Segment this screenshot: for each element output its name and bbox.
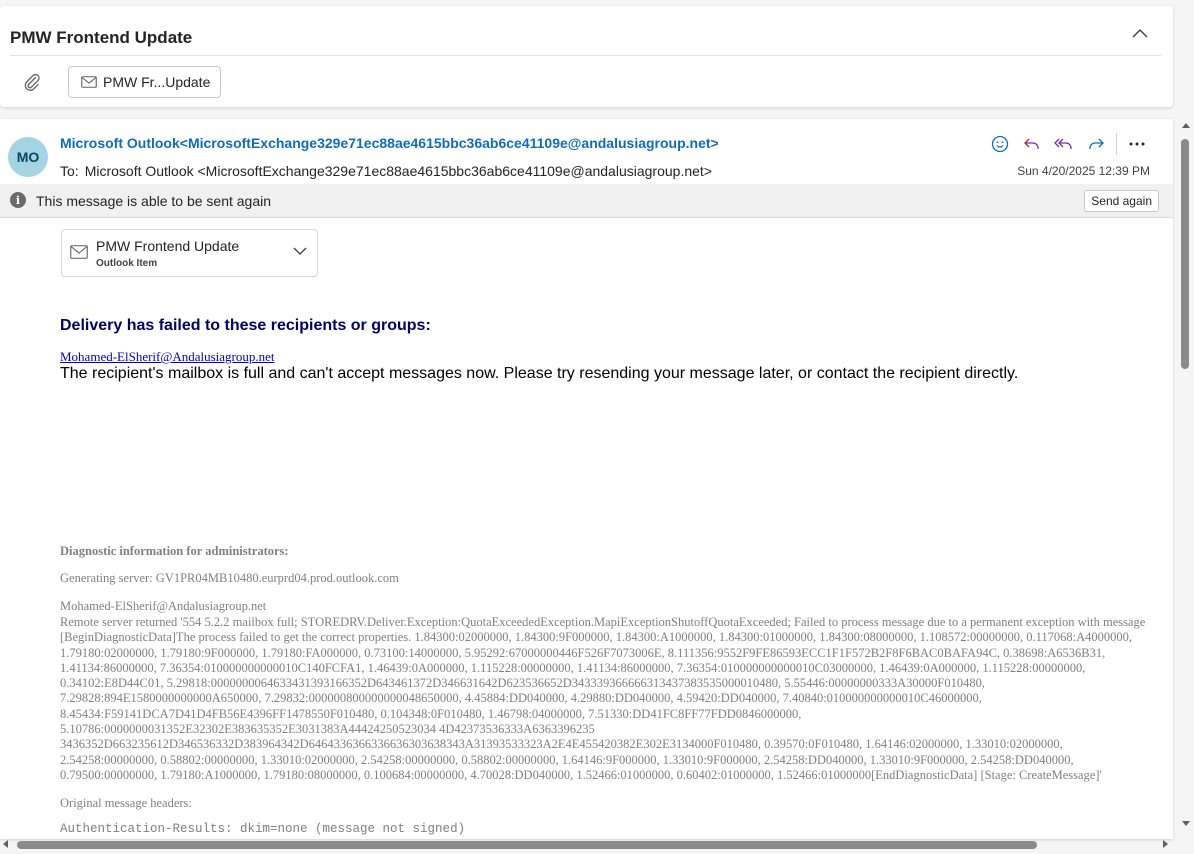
original-headers-label: Original message headers:	[60, 796, 192, 810]
authentication-results: Authentication-Results: dkim=none (message not signed)	[60, 822, 466, 836]
failure-reason: The recipient's mailbox is full and can't accept messages now. Please try resending your message later, or contact the recipient directly.	[60, 365, 1019, 382]
attachment-chip[interactable]	[68, 66, 221, 98]
vertical-scrollbar[interactable]	[1177, 119, 1194, 835]
send-again-button[interactable]: Send again	[1084, 190, 1159, 212]
to-line	[60, 163, 712, 179]
info-text: This message is able to be sent again	[36, 193, 272, 209]
sender-name[interactable]: Microsoft Outlook<MicrosoftExchange329e71ec88ae4615bbc36ab6ce41109e@andalusiagroup.net>	[60, 135, 719, 151]
message-actions	[984, 133, 1153, 155]
smiley-icon	[991, 135, 1009, 153]
scroll-right-icon[interactable]	[1163, 840, 1168, 848]
more-actions-button[interactable]	[1121, 133, 1153, 155]
attached-item-title: PMW Frontend Update	[96, 238, 240, 254]
attachment-chip-label: PMW Fr...Update	[103, 74, 211, 90]
reply-icon	[1023, 137, 1041, 151]
chevron-up-icon	[1132, 28, 1148, 38]
generating-server: Generating server: GV1PR04MB10480.eurprd04.prod.outlook.com	[60, 571, 399, 585]
subject-card	[0, 6, 1173, 107]
forward-icon	[1087, 137, 1105, 151]
delivery-failed-heading: Delivery has failed to these recipients or groups:	[60, 317, 431, 334]
more-icon	[1129, 142, 1145, 146]
reply-all-icon	[1054, 137, 1074, 151]
divider	[10, 55, 1161, 56]
failed-recipient-link[interactable]: Mohamed-ElSherif@Andalusiagroup.net	[60, 349, 275, 364]
diagnostic-recipient: Mohamed-ElSherif@Andalusiagroup.net	[60, 599, 267, 613]
vertical-scroll-thumb[interactable]	[1181, 139, 1189, 369]
horizontal-scroll-thumb[interactable]	[17, 841, 1037, 849]
reply-button[interactable]	[1016, 133, 1048, 155]
attached-outlook-item[interactable]	[61, 229, 318, 277]
info-bar	[0, 184, 1173, 218]
scroll-left-icon[interactable]	[3, 840, 8, 848]
to-label: To:	[60, 163, 79, 179]
attached-item-subtitle: Outlook Item	[96, 258, 158, 269]
message-subject: PMW Frontend Update	[10, 28, 193, 47]
reply-all-button[interactable]	[1048, 133, 1080, 155]
remote-server-response: Remote server returned '554 5.2.2 mailbox full; STOREDRV.Deliver.Exception:QuotaExceededException.MapiExceptionShutoffQuotaExceeded; Failed to process message due to a permanent exception with message [BeginDiagnosticData]The process failed to get the correct properties. 1.84300:02000000, 1.84300:9F000000, 1.84300:A1000000, 1.84300:01000000, 1.84300:08000000, 1.108572:00000000, 0.117068:A4000000, 1.79180:02000000, 1.79180:9F000000, 1.79180:FA000000, 0.73100:14000000, 5.95292:67000000446F526F7073006E, 8.111356:9552F9FE86593ECC1F1F572B2F8F6BAC0BAFA94C, 0.38698:A6536B31, 1.41134:86000000, 7.36354:010000000000010C140FCFA1, 1.46439:0A000000, 1.115228:00000000, 1.41134:86000000, 7.36354:010000000000010C03000000, 1.46439:0A000000, 1.115228:00000000, 0.34102:E8D44C01, 5.29818:0000000064633431393166352D643461372D346631642D623536652D343339366666313437383535000010480, 5.55446:00000000333A30000F010480, 7.29828:894E1580000000000A650000, 7.29832:000000800000000048650000, 4.45884:DD040000, 4.29880:DD040000, 4.59420:DD040000, 7.40840:010000000000010C46000000, 8.45434:F59141DCA7D41D4FB56E4396FF1478550F010480, 0.104348:0F010480, 1.46798:04000000, 7.51330:DD41FC8FF77FDD0846000000, 5.10786:0000000031352E32302E383635352E3031383A44424250523034 4D42373536333A6363396235 3436352D663235612D346536332D383964342D6464336366336636303638343A31393533323A2E4E455420382E302E3134000F010480, 0.39570:0F010480, 1.64146:02000000, 1.33010:02000000, 2.54258:00000000, 0.58802:00000000, 1.33010:02000000, 2.54258:00000000, 0.58802:00000000, 1.64146:9F000000, 1.33010:9F000000, 2.54258:DD040000, 1.33010:9F000000, 2.54258:DD040000, 0.79500:00000000, 1.79180:A1000000, 1.79180:08000000, 0.100684:00000000, 4.70028:DD040000, 1.52466:01000000, 0.60402:01000000, 1.52466:01000000[EndDiagnosticData] [Stage: CreateMessage]'	[60, 615, 1146, 782]
avatar[interactable]: MO	[8, 137, 48, 177]
scroll-down-icon[interactable]	[1182, 821, 1190, 826]
message-card	[0, 119, 1173, 839]
message-date: Sun 4/20/2025 12:39 PM	[1017, 164, 1150, 178]
actions-divider	[1116, 133, 1117, 155]
paperclip-icon[interactable]	[22, 72, 42, 92]
info-icon: i	[10, 192, 26, 208]
diagnostic-title: Diagnostic information for administrators:	[60, 544, 289, 558]
collapse-button[interactable]	[1129, 22, 1151, 44]
to-recipient[interactable]: Microsoft Outlook <MicrosoftExchange329e71ec88ae4615bbc36ab6ce41109e@andalusiagroup.net>	[84, 163, 712, 179]
mail-icon	[70, 245, 88, 259]
scroll-up-icon[interactable]	[1182, 123, 1190, 128]
mail-icon	[81, 76, 97, 88]
horizontal-scrollbar[interactable]	[0, 836, 1177, 853]
chevron-down-icon[interactable]	[293, 247, 307, 256]
forward-button[interactable]	[1080, 133, 1112, 155]
reaction-button[interactable]	[984, 133, 1016, 155]
